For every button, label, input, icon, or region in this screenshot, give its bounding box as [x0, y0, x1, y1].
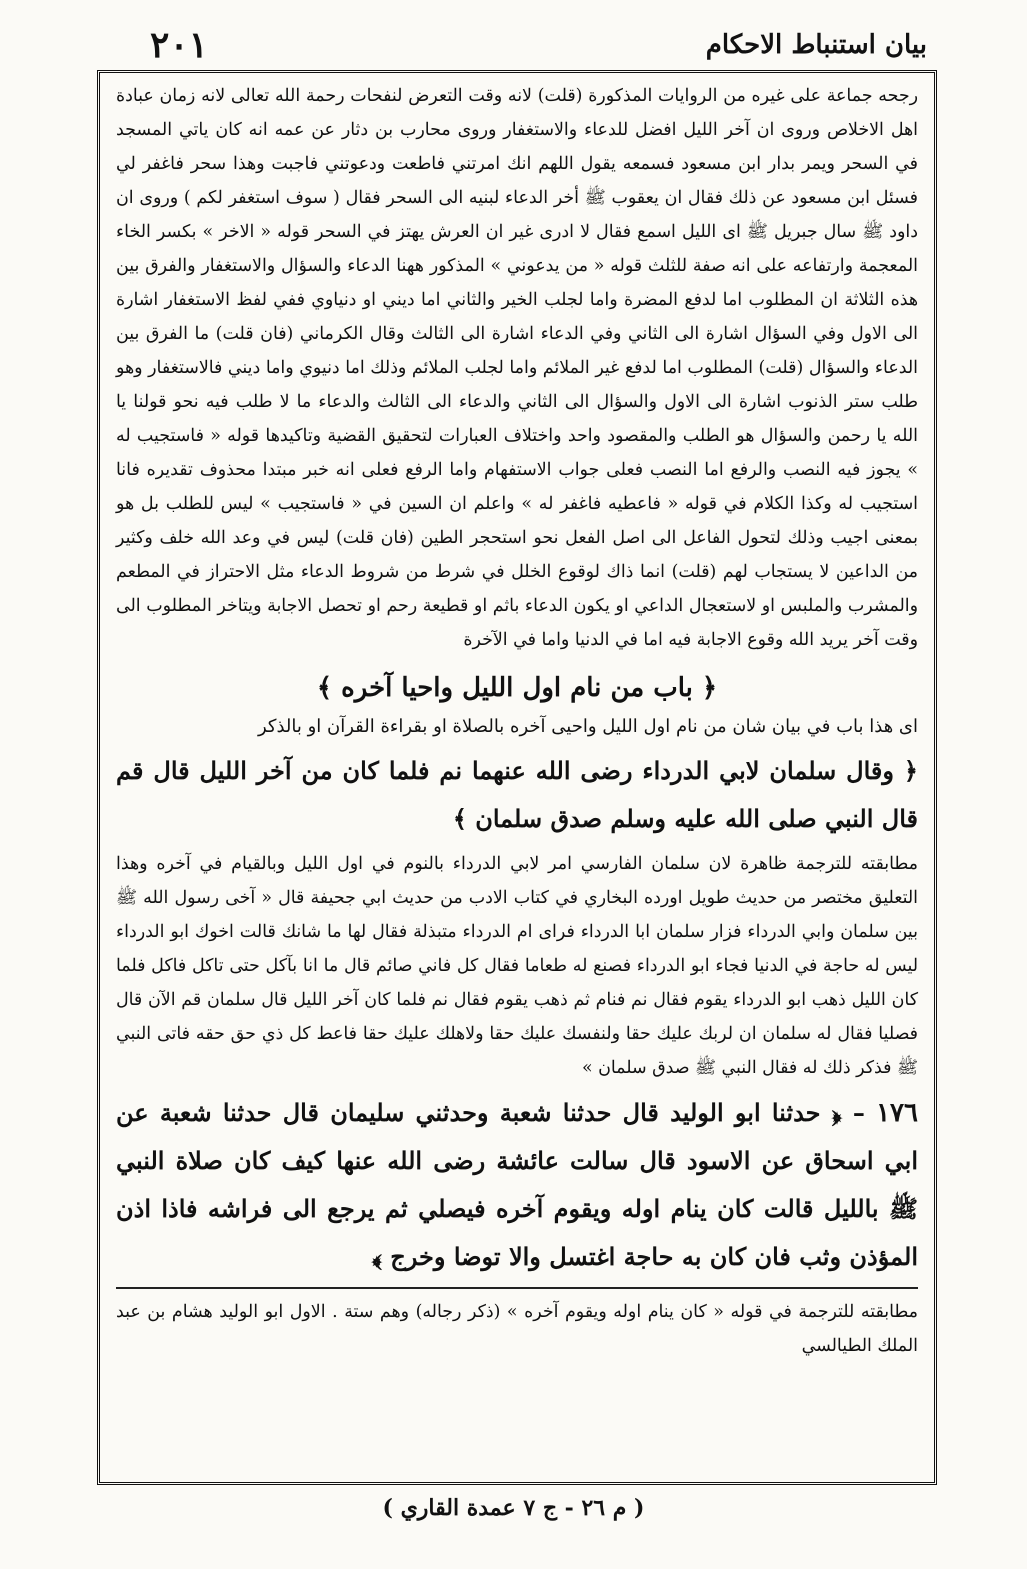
commentary-paragraph-1: رجحه جماعة على غيره من الروايات المذكورة (قلت) لانه وقت التعرض لنفحات رحمة الله تعالى لانه زمان عبادة اهل الاخلاص وروى ان آخر الليل افضل للدعاء والاستغفار وروى محارب بن دثار عن عمه انه كان ياتي المسجد في السحر ويمر بدار ابن مسعود فسمعه يقول اللهم انك امرتني فاطعت ودعوتني فاجبت وهذا سحر فاغفر لي فسئل ابن مسعود عن ذلك فقال ان يعقوب ﷺ أخر الدعاء لبنيه الى السحر فقال ( سوف استغفر لكم ) وروى ان داود ﷺ سال جبريل ﷺ اى الليل اسمع فقال لا ادرى غير ان العرش يهتز في السحر قوله « الاخر » بكسر الخاء المعجمة وارتفاعه على انه صفة للثلث قوله « من يدعوني » المذكور ههنا الدعاء والسؤال والاستغفار والفرق بين هذه الثلاثة ان المطلوب اما لدفع المضرة واما لجلب الخير والثاني اما ديني او دنياوي ففي لفظ الاستغفار اشارة الى الاول وفي السؤال اشارة الى الثاني وفي الدعاء اشارة الى الثالث وقال الكرماني (فان قلت) ما الفرق بين الدعاء والسؤال (قلت) المطلوب اما لدفع غير الملائم واما لجلب الملائم وذلك اما دنيوي واما ديني فالاستغفار وهو طلب ستر الذنوب اشارة الى الاول والسؤال الى الثاني والدعاء الى الثالث والدعاء ما لا طلب فيه نحو قولنا يا الله يا رحمن والسؤال هو الطلب والمقصود واحد واختلاف العبارات لتحقيق القضية وتاكيدها قوله « فاستجيب له » يجوز فيه النصب والرفع اما النصب فعلى جواب الاستفهام واما الرفع فعلى انه خبر مبتدا محذوف تقديره فانا استجيب له وكذا الكلام في قوله « فاعطيه فاغفر له » واعلم ان السين في « فاستجيب » ليس للطلب بل هو بمعنى اجيب وذلك لتحول الفاعل الى اصل الفعل نحو استحجر الطين (فان قلت) ليس في وعد الله خلف وكثير من الداعين لا يستجاب لهم (قلت) انما ذاك لوقوع الخلل في شرط من شروط الدعاء مثل الاحتراز في المطعم والمشرب والملبس او لاستعجال الداعي او يكون الدعاء باثم او قطيعة رحم او تحصل الاجابة ويتاخر المطلوب الى وقت آخر يريد الله وقوع الاجابة فيه اما في الدنيا واما في الآخرة: [116, 86, 918, 650]
text-frame: [97, 70, 937, 1485]
hadith-suspended: ﴿ وقال سلمان لابي الدرداء رضى الله عنهما نم فلما كان من آخر الليل قال قم قال النبي صلى الله عليه وسلم صدق سلمان ﴾: [116, 756, 918, 833]
page-number: ٢٠١: [150, 24, 209, 66]
commentary-paragraph-2: مطابقته للترجمة ظاهرة لان سلمان الفارسي امر لابي الدرداء بالنوم في اول الليل وبالقيام في آخره وهذا التعليق مختصر من حديث طويل اورده البخاري في كتاب الادب من حديث ابي جحيفة قال « آخى رسول الله ﷺ بين سلمان وابي الدرداء فزار سلمان ابا الدرداء فراى ام الدرداء متبذلة فقال لها ما شانك قالت اخوك ابو الدرداء ليس له حاجة في الدنيا فجاء ابو الدرداء فصنع له طعاما فقال كل فاني صائم قال ما انا بآكل حتى تاكل فاكل فلما كان الليل ذهب ابو الدرداء يقوم فقال نم فنام ثم ذهب يقوم فقال نم فلما كان آخر الليل قال سلمان قم الآن قال فصليا فقال له سلمان ان لربك عليك حقا ولنفسك عليك حقا ولاهلك عليك حقا فاعط كل ذي حق حقه فاتى النبي ﷺ فذكر ذلك له فقال النبي ﷺ صدق سلمان »: [116, 854, 918, 1078]
hadith-176: ١٧٦ – ﴿ حدثنا ابو الوليد قال حدثنا شعبة وحدثني سليمان قال حدثنا شعبة عن ابي اسحاق عن الاسود قال سالت عائشة رضى الله عنها كيف كان صلاة النبي ﷺ بالليل قالت كان ينام اوله ويقوم آخره فيصلي ثم يرجع الى فراشه فاذا اذن المؤذن وثب فان كان به حاجة اغتسل والا توضا وخرج ﴾: [116, 1098, 918, 1271]
running-title: بيان استنباط الاحكام: [705, 30, 927, 60]
page-content: [100, 73, 934, 1363]
chapter-gloss: اى هذا باب في بيان شان من نام اول الليل واحيى آخره بالصلاة او بقراءة القرآن او بالذكر: [257, 716, 918, 737]
commentary-paragraph-3: مطابقته للترجمة في قوله « كان ينام اوله ويقوم آخره » (ذكر رجاله) وهم ستة . الاول ابو الوليد هشام بن عبد الملك الطيالسي: [116, 1302, 918, 1356]
page-header: [60, 22, 967, 70]
hadith-number: ١٧٦: [876, 1098, 918, 1128]
page-footer-signature: ( م ٢٦ - ج ٧ عمدة القاري ): [382, 1495, 645, 1521]
section-divider: [116, 1287, 918, 1289]
hadith-text: ﴿ حدثنا ابو الوليد قال حدثنا شعبة وحدثني سليمان قال حدثنا شعبة عن ابي اسحاق عن الاسود قال سالت عائشة رضى الله عنها كيف كان صلاة النبي ﷺ بالليل قالت كان ينام اوله ويقوم آخره فيصلي ثم يرجع الى فراشه فاذا اذن المؤذن وثب فان كان به حاجة اغتسل والا توضا وخرج ﴾: [116, 1098, 918, 1271]
chapter-heading: ﴿ باب من نام اول الليل واحيا آخره ﴾: [316, 673, 718, 703]
